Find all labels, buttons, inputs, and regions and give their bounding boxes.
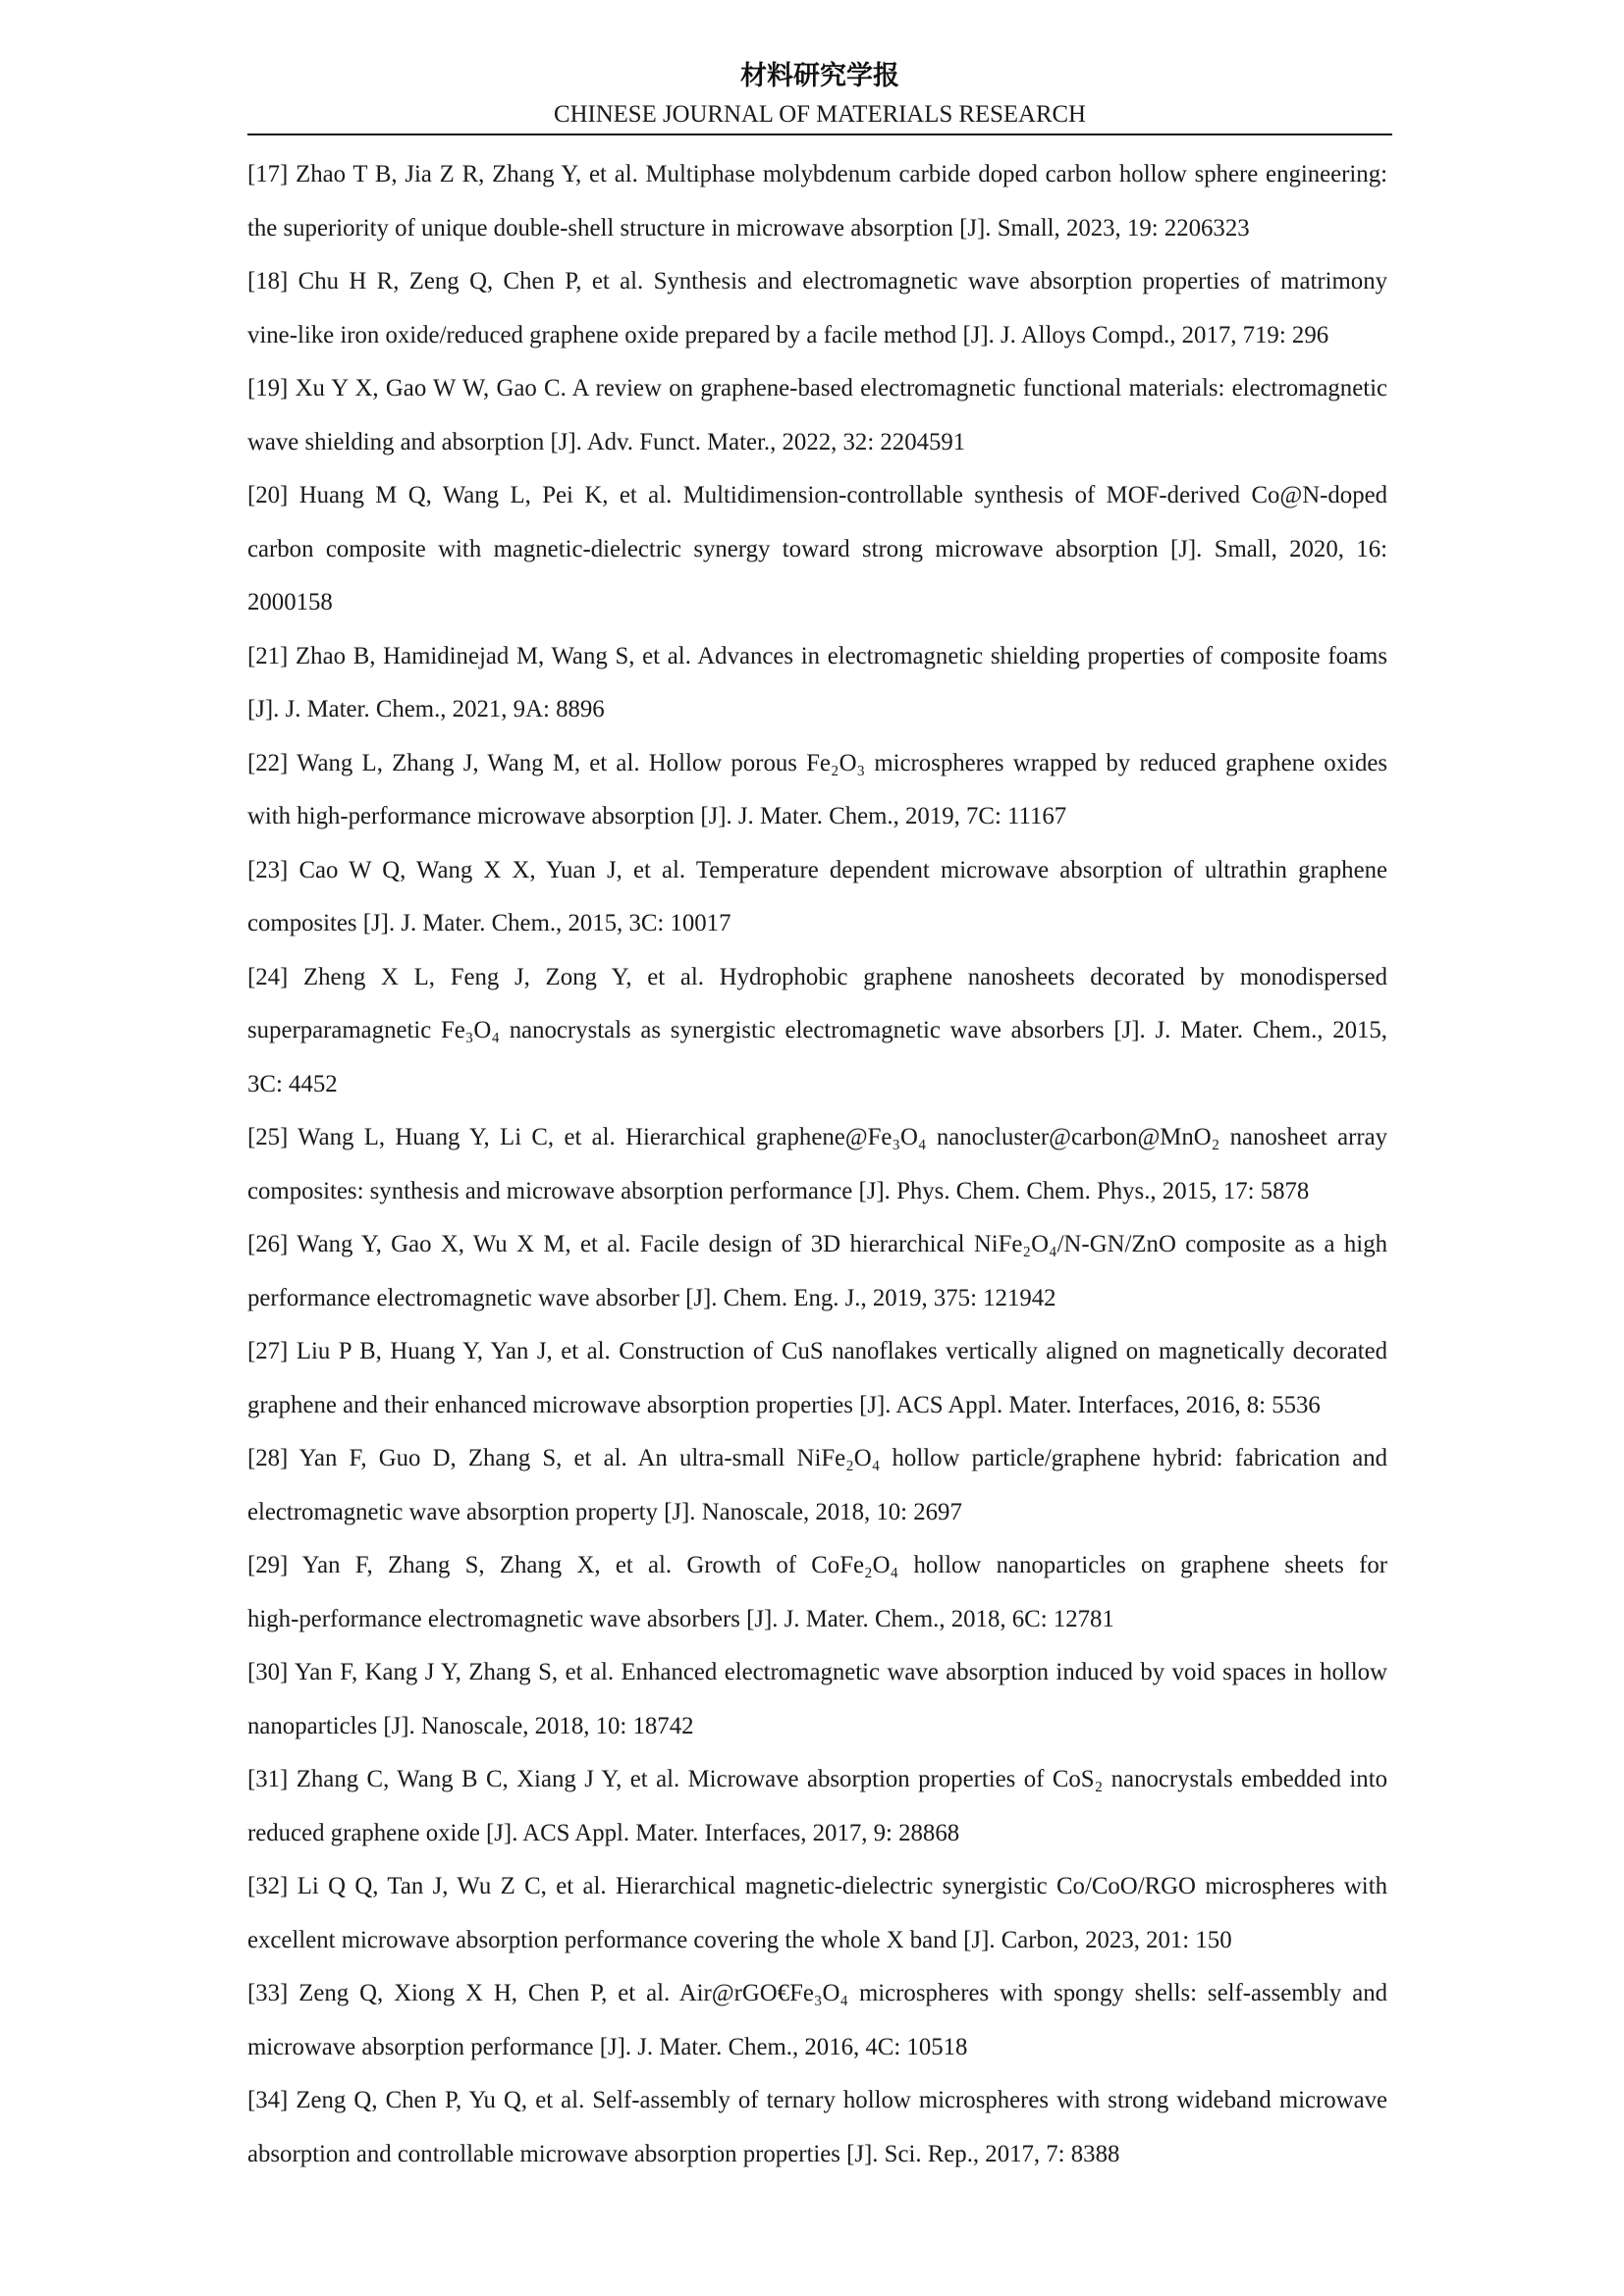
- reference-line: [21] Zhao B, Hamidinejad M, Wang S, et al. Advances in electromagnetic shielding properties of composite foams: [247, 642, 1387, 669]
- reference-item: [247, 1539, 1387, 1646]
- reference-item: [247, 1218, 1387, 1325]
- reference-line: microwave absorption performance [J]. J. Mater. Chem., 2016, 4C: 10518: [247, 2033, 968, 2060]
- reference-line: [26] Wang Y, Gao X, Wu X M, et al. Facile design of 3D hierarchical NiFe₂O₄/N-GN/ZnO composite as a high: [247, 1231, 1387, 1257]
- reference-line: [25] Wang L, Huang Y, Li C, et al. Hierarchical graphene@Fe₃O₄ nanocluster@carbon@MnO₂ nanosheet array: [247, 1124, 1387, 1150]
- reference-item: [247, 1753, 1387, 1860]
- reference-line: composites: synthesis and microwave absorption performance [J]. Phys. Chem. Chem. Phys., 2015, 17: 5878: [247, 1177, 1310, 1204]
- reference-line: carbon composite with magnetic-dielectric synergy toward strong microwave absorption [J]. Small, 2020, 16:: [247, 535, 1387, 562]
- reference-line: [30] Yan F, Kang J Y, Zhang S, et al. Enhanced electromagnetic wave absorption induced by void spaces in hollow: [247, 1659, 1387, 1685]
- reference-line: [22] Wang L, Zhang J, Wang M, et al. Hollow porous Fe₂O₃ microspheres wrapped by reduced graphene oxides: [247, 749, 1387, 776]
- journal-title-en: CHINESE JOURNAL OF MATERIALS RESEARCH: [554, 101, 1086, 128]
- reference-item: [247, 2074, 1387, 2181]
- reference-line: 2000158: [247, 589, 333, 615]
- reference-line: [20] Huang M Q, Wang L, Pei K, et al. Multidimension-controllable synthesis of MOF-derived Co@N-doped: [247, 482, 1387, 508]
- reference-line: nanoparticles [J]. Nanoscale, 2018, 10: 18742: [247, 1712, 694, 1739]
- reference-item: [247, 362, 1387, 469]
- reference-item: [247, 469, 1387, 630]
- reference-item: [247, 737, 1387, 844]
- reference-line: [17] Zhao T B, Jia Z R, Zhang Y, et al. Multiphase molybdenum carbide doped carbon hollow sphere engineering:: [247, 161, 1387, 187]
- reference-item: [247, 1432, 1387, 1539]
- reference-line: electromagnetic wave absorption property [J]. Nanoscale, 2018, 10: 2697: [247, 1498, 962, 1525]
- reference-line: composites [J]. J. Mater. Chem., 2015, 3C: 10017: [247, 910, 731, 936]
- reference-line: with high-performance microwave absorption [J]. J. Mater. Chem., 2019, 7C: 11167: [247, 803, 1067, 829]
- reference-line: reduced graphene oxide [J]. ACS Appl. Mater. Interfaces, 2017, 9: 28868: [247, 1819, 960, 1846]
- reference-item: [247, 1111, 1387, 1218]
- journal-title-cn: 材料研究学报: [740, 61, 899, 91]
- reference-line: [29] Yan F, Zhang S, Zhang X, et al. Growth of CoFe₂O₄ hollow nanoparticles on graphene sheets for: [247, 1552, 1387, 1578]
- reference-line: [24] Zheng X L, Feng J, Zong Y, et al. Hydrophobic graphene nanosheets decorated by monodispersed: [247, 963, 1387, 990]
- reference-line: performance electromagnetic wave absorber [J]. Chem. Eng. J., 2019, 375: 121942: [247, 1284, 1056, 1311]
- reference-item: [247, 1646, 1387, 1753]
- reference-line: superparamagnetic Fe₃O₄ nanocrystals as synergistic electromagnetic wave absorbers [J]. J. Mater. Chem., 2015,: [247, 1017, 1387, 1043]
- reference-line: graphene and their enhanced microwave absorption properties [J]. ACS Appl. Mater. Interfaces, 2016, 8: 5536: [247, 1391, 1321, 1418]
- reference-item: [247, 1860, 1387, 1967]
- reference-item: [247, 148, 1387, 255]
- reference-line: [31] Zhang C, Wang B C, Xiang J Y, et al. Microwave absorption properties of CoS₂ nanocrystals embedded into: [247, 1766, 1387, 1792]
- reference-item: [247, 1325, 1387, 1432]
- reference-line: [33] Zeng Q, Xiong X H, Chen P, et al. Air@rGO€Fe₃O₄ microspheres with spongy shells: self-assembly and: [247, 1980, 1387, 2006]
- reference-line: [J]. J. Mater. Chem., 2021, 9A: 8896: [247, 696, 605, 722]
- reference-line: [18] Chu H R, Zeng Q, Chen P, et al. Synthesis and electromagnetic wave absorption properties of matrimony: [247, 268, 1387, 294]
- reference-item: [247, 951, 1387, 1112]
- reference-line: [28] Yan F, Guo D, Zhang S, et al. An ultra-small NiFe₂O₄ hollow particle/graphene hybrid: fabrication and: [247, 1445, 1387, 1471]
- reference-item: [247, 255, 1387, 362]
- reference-line: [34] Zeng Q, Chen P, Yu Q, et al. Self-assembly of ternary hollow microspheres with strong wideband microwave: [247, 2087, 1387, 2113]
- reference-line: [27] Liu P B, Huang Y, Yan J, et al. Construction of CuS nanoflakes vertically aligned on magnetically decorated: [247, 1338, 1387, 1364]
- reference-line: the superiority of unique double-shell structure in microwave absorption [J]. Small, 2023, 19: 2206323: [247, 214, 1250, 241]
- reference-item: [247, 630, 1387, 737]
- reference-line: vine-like iron oxide/reduced graphene oxide prepared by a facile method [J]. J. Alloys Compd., 2017, 719: 296: [247, 321, 1329, 348]
- reference-line: [32] Li Q Q, Tan J, Wu Z C, et al. Hierarchical magnetic-dielectric synergistic Co/CoO/RGO microspheres with: [247, 1873, 1387, 1899]
- reference-item: [247, 844, 1387, 951]
- reference-line: wave shielding and absorption [J]. Adv. Funct. Mater., 2022, 32: 2204591: [247, 428, 966, 455]
- reference-line: high-performance electromagnetic wave absorbers [J]. J. Mater. Chem., 2018, 6C: 12781: [247, 1605, 1114, 1632]
- reference-line: absorption and controllable microwave absorption properties [J]. Sci. Rep., 2017, 7: 8388: [247, 2140, 1120, 2167]
- reference-line: excellent microwave absorption performance covering the whole X band [J]. Carbon, 2023, 201: 150: [247, 1926, 1232, 1953]
- reference-list: [247, 148, 1387, 2181]
- reference-item: [247, 1967, 1387, 2074]
- header-rule: [247, 133, 1392, 135]
- reference-line: [23] Cao W Q, Wang X X, Yuan J, et al. Temperature dependent microwave absorption of ultrathin graphene: [247, 856, 1387, 883]
- reference-line: [19] Xu Y X, Gao W W, Gao C. A review on graphene-based electromagnetic functional materials: electromagnetic: [247, 375, 1387, 401]
- reference-line: 3C: 4452: [247, 1070, 338, 1097]
